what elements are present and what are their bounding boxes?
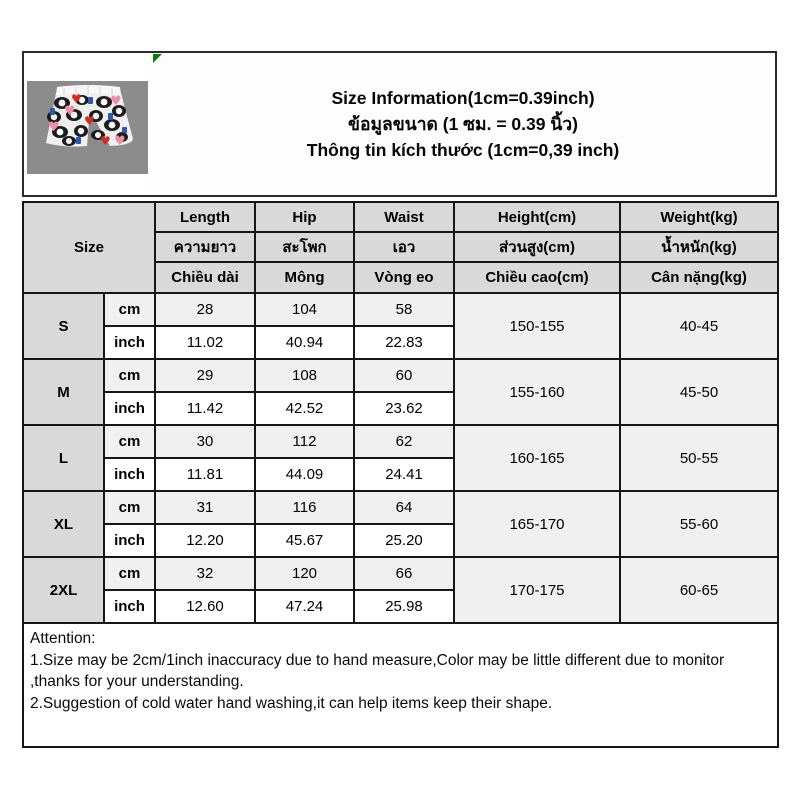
waist-inch: 25.98: [354, 590, 454, 623]
col-weight-en: Weight(kg): [620, 202, 778, 232]
col-waist-en: Waist: [354, 202, 454, 232]
length-cm: 30: [155, 425, 255, 458]
weight-range: 50-55: [620, 425, 778, 491]
height-range: 170-175: [454, 557, 620, 623]
unit-inch: inch: [104, 524, 155, 557]
height-range: 150-155: [454, 293, 620, 359]
unit-inch: inch: [104, 458, 155, 491]
product-photo-frame: [22, 51, 153, 197]
table-row-l-cm: [23, 425, 778, 458]
size-header-cell: Size: [23, 202, 155, 293]
col-hip-en: Hip: [255, 202, 354, 232]
height-range: 165-170: [454, 491, 620, 557]
col-length-vi: Chiều dài: [155, 262, 255, 293]
col-hip-vi: Mông: [255, 262, 354, 293]
col-height-en: Height(cm): [454, 202, 620, 232]
size-label: M: [23, 359, 104, 425]
size-label: S: [23, 293, 104, 359]
length-inch: 11.02: [155, 326, 255, 359]
length-inch: 11.81: [155, 458, 255, 491]
height-range: 160-165: [454, 425, 620, 491]
length-cm: 31: [155, 491, 255, 524]
col-hip-th: สะโพก: [255, 232, 354, 262]
length-cm: 28: [155, 293, 255, 326]
waist-cm: 62: [354, 425, 454, 458]
length-cm: 29: [155, 359, 255, 392]
hip-inch: 44.09: [255, 458, 354, 491]
table-row-xl-cm: [23, 491, 778, 524]
unit-cm: cm: [104, 359, 155, 392]
length-inch: 12.60: [155, 590, 255, 623]
attention-notes: [22, 622, 779, 748]
table-row-s-cm: [23, 293, 778, 326]
svg-text:♥: ♥: [48, 120, 60, 135]
title-box: [151, 51, 777, 197]
title-vietnamese: Thông tin kích thước (1cm=0,39 inch): [306, 140, 620, 160]
size-label: XL: [23, 491, 104, 557]
attention-heading: Attention:: [30, 630, 96, 647]
length-cm: 32: [155, 557, 255, 590]
unit-inch: inch: [104, 326, 155, 359]
title-english: Size Information(1cm=0.39inch): [331, 88, 595, 108]
size-table: [22, 201, 779, 624]
col-height-vi: Chiều cao(cm): [454, 262, 620, 293]
weight-range: 55-60: [620, 491, 778, 557]
waist-cm: 64: [354, 491, 454, 524]
hip-inch: 40.94: [255, 326, 354, 359]
waist-cm: 66: [354, 557, 454, 590]
table-row-m-cm: [23, 359, 778, 392]
waist-inch: 23.62: [354, 392, 454, 425]
hip-cm: 104: [255, 293, 354, 326]
hip-inch: 42.52: [255, 392, 354, 425]
waist-cm: 60: [354, 359, 454, 392]
weight-range: 60-65: [620, 557, 778, 623]
title-thai: ข้อมูลขนาด (1 ซม. = 0.39 นิ้ว): [348, 114, 578, 134]
size-label: 2XL: [23, 557, 104, 623]
unit-inch: inch: [104, 590, 155, 623]
svg-text:♥: ♥: [71, 92, 82, 106]
hip-inch: 45.67: [255, 524, 354, 557]
col-weight-th: น้ำหนัก(kg): [620, 232, 778, 262]
header-row-english: [23, 202, 778, 232]
length-inch: 12.20: [155, 524, 255, 557]
hip-cm: 120: [255, 557, 354, 590]
size-label: L: [23, 425, 104, 491]
unit-cm: cm: [104, 425, 155, 458]
col-height-th: ส่วนสูง(cm): [454, 232, 620, 262]
height-range: 155-160: [454, 359, 620, 425]
col-length-th: ความยาว: [155, 232, 255, 262]
svg-text:♥: ♥: [114, 134, 126, 149]
unit-cm: cm: [104, 491, 155, 524]
col-length-en: Length: [155, 202, 255, 232]
waist-inch: 22.83: [354, 326, 454, 359]
attention-line-3: 2.Suggestion of cold water hand washing,it can help items keep their shape.: [30, 694, 553, 712]
col-waist-th: เอว: [354, 232, 454, 262]
hip-cm: 112: [255, 425, 354, 458]
hip-cm: 116: [255, 491, 354, 524]
col-waist-vi: Vòng eo: [354, 262, 454, 293]
unit-cm: cm: [104, 557, 155, 590]
table-row-2xl-cm: [23, 557, 778, 590]
product-photo: [24, 53, 151, 195]
attention-line-1: 1.Size may be 2cm/1inch inaccuracy due to hand measure,Color may be little different due to monitor: [30, 651, 725, 669]
col-weight-vi: Cân nặng(kg): [620, 262, 778, 293]
waist-inch: 25.20: [354, 524, 454, 557]
svg-text:♥: ♥: [100, 134, 111, 148]
attention-line-2: ,thanks for your understanding.: [30, 673, 244, 690]
svg-text:♥: ♥: [84, 114, 95, 128]
waist-cm: 58: [354, 293, 454, 326]
length-inch: 11.42: [155, 392, 255, 425]
unit-inch: inch: [104, 392, 155, 425]
weight-range: 40-45: [620, 293, 778, 359]
hip-inch: 47.24: [255, 590, 354, 623]
svg-text:♥: ♥: [110, 94, 122, 109]
waist-inch: 24.41: [354, 458, 454, 491]
svg-text:♥: ♥: [64, 104, 76, 119]
green-corner-icon: [153, 54, 162, 63]
weight-range: 45-50: [620, 359, 778, 425]
hip-cm: 108: [255, 359, 354, 392]
unit-cm: cm: [104, 293, 155, 326]
